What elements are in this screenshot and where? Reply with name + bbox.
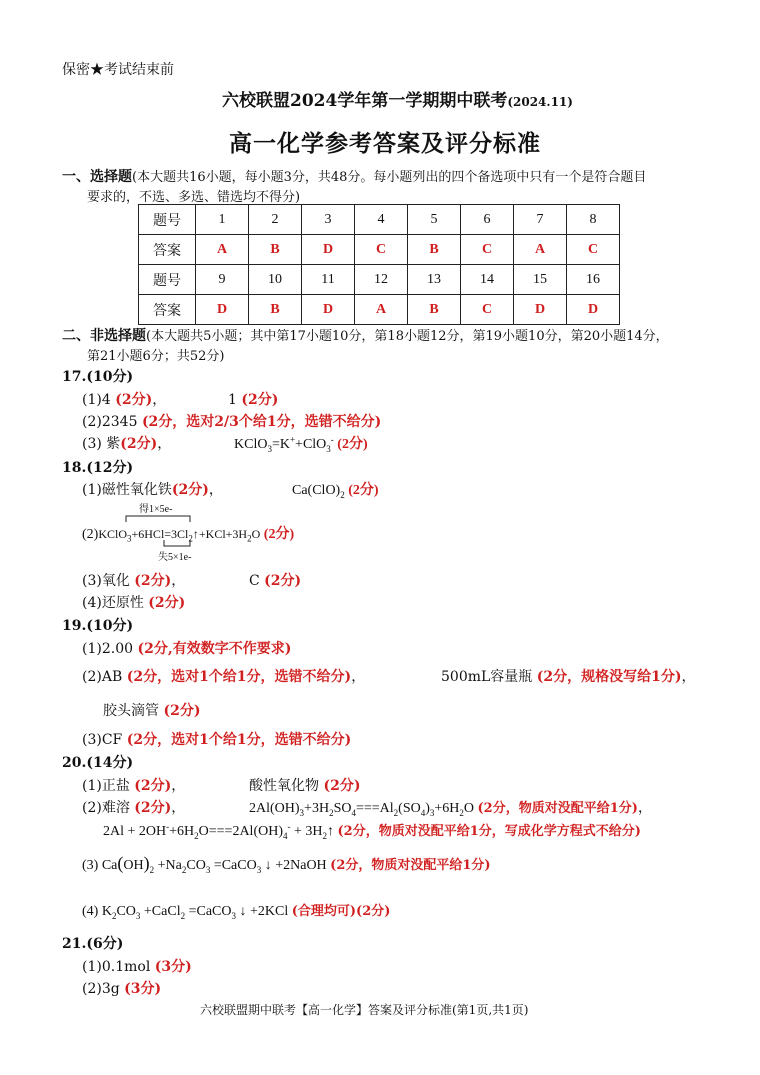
table-row	[139, 295, 620, 325]
table-row	[139, 265, 620, 295]
table-cell: 8	[567, 205, 620, 235]
table-cell: 答案	[139, 235, 196, 265]
q17-part3-eq: KClO$_3$=K++ClO$_3$- (2分)	[234, 434, 368, 454]
table-cell: 12	[355, 265, 408, 295]
answer-cell: A	[514, 235, 567, 265]
answer-cell: A	[196, 235, 249, 265]
answer-cell: B	[408, 295, 461, 325]
table-cell: 3	[302, 205, 355, 235]
q18-part2: $(2)KClO_3+6HCl=3Cl_2↑+KCl+3H_2O$ (2分)	[82, 527, 295, 544]
electron-lose-label: 失5×1e-	[158, 552, 192, 563]
q20-part1-b: 酸性氧化物 (2分)	[249, 778, 361, 794]
q18-part1-b: $Ca(ClO)_2$ (2分)	[292, 483, 379, 500]
q18-part1: (1)磁性氧化铁(2分)，	[82, 482, 223, 498]
table-cell: 答案	[139, 295, 196, 325]
table-cell: 16	[567, 265, 620, 295]
table-cell: 9	[196, 265, 249, 295]
answer-cell: C	[461, 295, 514, 325]
answer-cell: C	[461, 235, 514, 265]
q21-part1: (1)0.1mol (3分)	[82, 959, 192, 975]
answer-cell: B	[408, 235, 461, 265]
answer-cell: B	[249, 295, 302, 325]
table-cell: 题号	[139, 205, 196, 235]
q20-eq1: $2Al(OH)_3+3H_2SO_4===Al_2(SO_4)_3+6H_2O$ (2分，物质对没配平给1分)，	[249, 801, 652, 818]
answer-cell: D	[567, 295, 620, 325]
q18-part4: (4)还原性 (2分)	[82, 595, 186, 611]
page-title: 高一化学参考答案及评分标准	[229, 130, 541, 157]
table-cell: 11	[302, 265, 355, 295]
table-cell: 14	[461, 265, 514, 295]
q17-part1: (1)4 (2分)，	[82, 392, 167, 408]
table-row	[139, 235, 620, 265]
secret-label: 保密★考试结束前	[62, 62, 174, 78]
q19-heading: 19.(10分)	[62, 618, 134, 634]
table-cell: 7	[514, 205, 567, 235]
answer-cell: B	[249, 235, 302, 265]
table-cell: 13	[408, 265, 461, 295]
table-cell: 题号	[139, 265, 196, 295]
q18-heading: 18.(12分)	[62, 460, 134, 476]
answer-table	[138, 204, 620, 325]
q17-part1-b: 1 (2分)	[228, 392, 279, 408]
answer-cell: A	[355, 295, 408, 325]
q17-part2: (2)2345 (2分，选对2/3个给1分，选错不给分)	[82, 414, 382, 430]
q21-part2: (2)3g (3分)	[82, 981, 162, 997]
table-cell: 10	[249, 265, 302, 295]
q17-heading: 17.(10分)	[62, 369, 134, 385]
q20-part1: (1)正盐 (2分)，	[82, 778, 186, 794]
q19-part3: (3)CF (2分，选对1个给1分，选错不给分)	[82, 732, 352, 748]
table-cell: 2	[249, 205, 302, 235]
table-cell: 15	[514, 265, 567, 295]
gain-bracket	[126, 516, 190, 522]
q20-eq4: (4) $K_2CO_3$ +CaCl$_2$ =CaCO$_3$ ↓ +2KCl (合理均可)(2分)	[82, 904, 391, 921]
table-row	[139, 205, 620, 235]
q18-part3: (3)氧化 (2分)，	[82, 573, 186, 589]
q20-eq2: $2Al + 2OH^-+6H_2O===2Al(OH)_4^-$ + $3H_2↑$ (2分，物质对没配平给1分，写成化学方程式不给分)	[103, 821, 641, 841]
q20-eq3: (3) $Ca(OH)_2 +Na_2CO_3$ =CaCO$_3$ ↓ +2NaOH (2分，物质对没配平给1分)	[82, 853, 491, 875]
q17-part3: (3) 紫(2分)，	[82, 436, 172, 452]
table-cell: 1	[196, 205, 249, 235]
q20-heading: 20.(14分)	[62, 755, 134, 771]
section1-heading-cont: 要求的，不选、多选、错选均不得分)	[87, 190, 301, 205]
electron-gain-label: 得1×5e-	[139, 504, 173, 515]
answer-cell: D	[302, 235, 355, 265]
table-cell: 5	[408, 205, 461, 235]
q19-part2: (2)AB (2分，选对1个给1分，选错不给分)，	[82, 669, 366, 685]
section2-heading: 二、非选择题(本大题共5小题；其中第17小题10分，第18小题12分，第19小题10分，第20小题14分，	[62, 328, 669, 344]
answer-cell: C	[567, 235, 620, 265]
q18-part3-b: C (2分)	[249, 573, 302, 589]
page-footer: 六校联盟期中联考【高一化学】答案及评分标准(第1页,共1页)	[200, 1003, 529, 1017]
q19-part2-c: 胶头滴管 (2分)	[103, 703, 201, 719]
answer-cell: C	[355, 235, 408, 265]
q19-part1: (1)2.00 (2分,有效数字不作要求)	[82, 641, 292, 657]
answer-cell: D	[196, 295, 249, 325]
q21-heading: 21.(6分)	[62, 936, 124, 952]
q20-part2: (2)难溶 (2分)，	[82, 800, 186, 816]
answer-cell: D	[302, 295, 355, 325]
table-cell: 6	[461, 205, 514, 235]
section1-heading: 一、选择题(本大题共16小题，每小题3分，共48分。每小题列出的四个备选项中只有一个是符合题目	[62, 169, 647, 185]
exam-title: 六校联盟2024学年第一学期期中联考(2024.11)	[222, 91, 573, 111]
q19-part2-b: 500mL容量瓶 (2分，规格没写给1分)，	[441, 669, 696, 685]
answer-cell: D	[514, 295, 567, 325]
table-cell: 4	[355, 205, 408, 235]
section2-heading-cont: 第21小题6分；共52分)	[87, 349, 225, 364]
